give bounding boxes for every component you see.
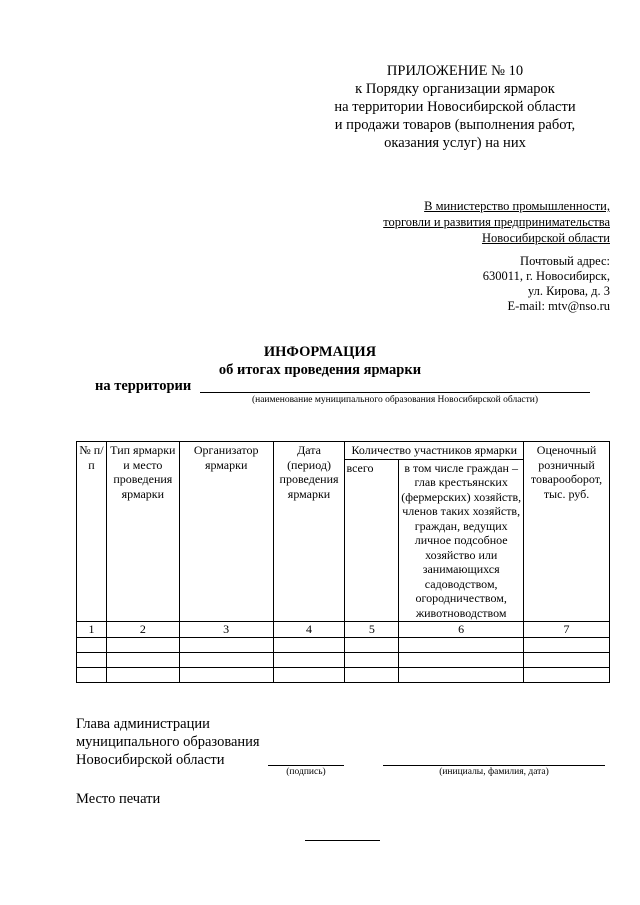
table-cell[interactable]: [179, 637, 273, 652]
territory-label: на территории: [95, 378, 192, 394]
table-cell[interactable]: [77, 667, 107, 682]
title-main: ИНФОРМАЦИЯ: [263, 344, 377, 360]
table-cell[interactable]: [399, 652, 524, 667]
header-total: всего: [345, 459, 399, 622]
fair-results-table: [76, 441, 610, 683]
col-number: 4: [273, 622, 345, 638]
header-turnover: Оценочный розничный товарооборот, тыс. руб.: [524, 442, 610, 622]
names-line[interactable]: [383, 765, 605, 766]
names-caption: (инициалы, фамилия, дата): [439, 767, 549, 777]
appendix-line: к Порядку организации ярмарок: [355, 81, 555, 97]
document-title: [0, 343, 640, 379]
appendix-line: ПРИЛОЖЕНИЕ № 10: [386, 63, 524, 79]
postal-line: 630011, г. Новосибирск,: [482, 269, 610, 283]
table-cell[interactable]: [77, 652, 107, 667]
table-cell[interactable]: [179, 667, 273, 682]
appendix-line: оказания услуг) на них: [384, 135, 526, 151]
table-cell[interactable]: [273, 667, 345, 682]
header-organizer: Организатор ярмарки: [179, 442, 273, 622]
territory-caption: (наименование муниципального образования Новосибирской области): [251, 395, 539, 405]
table-cell[interactable]: [345, 637, 399, 652]
table-cell[interactable]: [524, 637, 610, 652]
territory-fill-line: [200, 392, 590, 393]
col-number: 6: [399, 622, 524, 638]
col-number: 2: [106, 622, 179, 638]
bottom-divider: [305, 840, 380, 841]
addressee-line: торговли и развития предпринимательства: [383, 215, 610, 229]
header-date: Дата (период) проведения ярмарки: [273, 442, 345, 622]
table-row: [77, 637, 610, 652]
appendix-line: на территории Новосибирской области: [334, 99, 576, 115]
signatory-line: муниципального образования: [76, 734, 260, 750]
table-cell[interactable]: [345, 652, 399, 667]
table-cell[interactable]: [399, 637, 524, 652]
table-cell[interactable]: [106, 667, 179, 682]
table-cell[interactable]: [399, 667, 524, 682]
col-number: 7: [524, 622, 610, 638]
addressee-line: Новосибирской области: [481, 231, 610, 245]
signature-caption: (подпись): [286, 767, 326, 777]
table-cell[interactable]: [524, 652, 610, 667]
table-cell[interactable]: [106, 637, 179, 652]
postal-email: E-mail: mtv@nso.ru: [507, 299, 610, 313]
table-cell[interactable]: [524, 667, 610, 682]
stamp-place: Место печати: [76, 791, 161, 807]
table-cell[interactable]: [345, 667, 399, 682]
header-participants: Количество участников ярмарки: [345, 442, 524, 460]
signatory-line: Глава администрации: [76, 716, 210, 732]
postal-line: ул. Кирова, д. 3: [527, 284, 610, 298]
title-sub: об итогах проведения ярмарки: [218, 362, 422, 378]
table-row: [77, 667, 610, 682]
header-num: № п/п: [77, 442, 107, 622]
col-number: 3: [179, 622, 273, 638]
signature-line[interactable]: [268, 765, 344, 766]
table-cell[interactable]: [77, 637, 107, 652]
col-number: 5: [345, 622, 399, 638]
postal-address: [300, 254, 610, 314]
header-type: Тип ярмарки и место проведения ярмарки: [106, 442, 179, 622]
appendix-header: [300, 62, 610, 152]
table-cell[interactable]: [273, 652, 345, 667]
table-cell[interactable]: [273, 637, 345, 652]
signatory-line: Новосибирской области: [76, 752, 225, 768]
postal-line: Почтовый адрес:: [520, 254, 610, 268]
appendix-line: и продажи товаров (выполнения работ,: [334, 117, 576, 133]
addressee-line: В министерство промышленности,: [424, 199, 610, 213]
signatory-block: [76, 715, 260, 769]
addressee-block: [300, 198, 610, 246]
header-including: в том числе граждан – глав крестьянских (фермерских) хозяйств, членов таких хозяйств, граждан, ведущих личное подсобное хозяйство или занимающихся садоводством, огородничеством, животноводством: [399, 459, 524, 622]
table-row: [77, 652, 610, 667]
table-cell[interactable]: [179, 652, 273, 667]
col-number: 1: [77, 622, 107, 638]
table-cell[interactable]: [106, 652, 179, 667]
